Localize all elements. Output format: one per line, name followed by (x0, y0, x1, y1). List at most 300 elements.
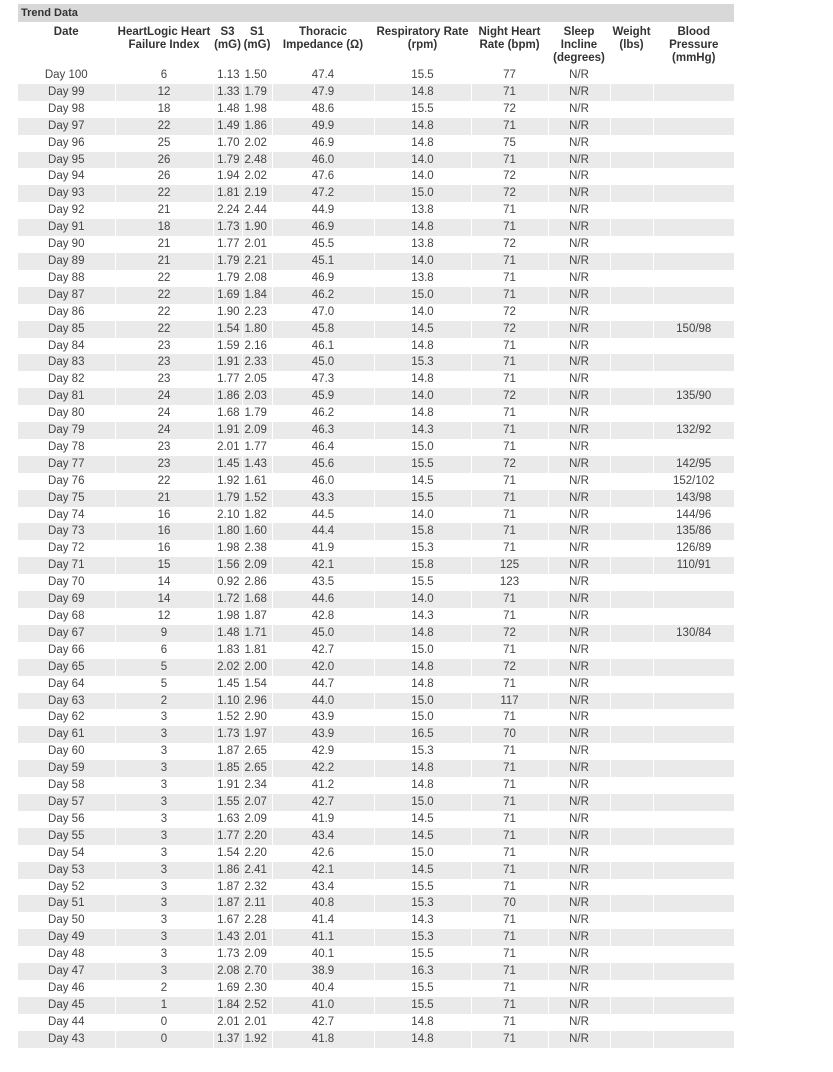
cell-hfi: 24 (115, 405, 213, 422)
cell-nhr: 71 (471, 828, 548, 845)
cell-nhr: 72 (471, 101, 548, 118)
cell-s1: 1.77 (242, 439, 272, 456)
cell-nhr: 72 (471, 304, 548, 321)
cell-nhr: 71 (471, 253, 548, 270)
cell-hfi: 16 (115, 507, 213, 524)
cell-bp (653, 676, 734, 693)
cell-date: Day 91 (18, 219, 115, 236)
table-row (18, 777, 734, 794)
cell-bp (653, 135, 734, 152)
cell-s1: 1.79 (242, 84, 272, 101)
cell-date: Day 82 (48, 373, 85, 386)
cell-date: Day 47 (18, 963, 115, 980)
cell-nhr: 71 (471, 507, 548, 524)
cell-s3: 1.87 (213, 895, 242, 912)
cell-weight (610, 794, 653, 811)
cell-bp: 143/98 (653, 490, 734, 507)
column-header-s1: S1 (mG) (242, 23, 272, 67)
cell-ti: 43.9 (272, 709, 374, 726)
cell-sleep: N/R (548, 574, 610, 591)
cell-sleep: N/R (548, 709, 610, 726)
cell-nhr: 71 (471, 946, 548, 963)
cell-date: Day 81 (18, 388, 115, 405)
cell-s1: 2.01 (242, 929, 272, 946)
table-row (18, 980, 734, 997)
cell-sleep: N/R (548, 946, 610, 963)
cell-weight (610, 338, 653, 355)
cell-bp (653, 608, 734, 625)
cell-s3: 1.63 (213, 811, 242, 828)
cell-weight (610, 879, 653, 896)
cell-ti: 44.0 (272, 693, 374, 710)
cell-rr: 15.8 (374, 557, 471, 574)
cell-date: Day 90 (48, 238, 85, 251)
cell-ti: 42.0 (272, 659, 374, 676)
cell-bp: 130/84 (653, 625, 734, 642)
cell-sleep: N/R (548, 304, 610, 321)
cell-hfi: 22 (115, 287, 213, 304)
cell-ti: 46.1 (272, 338, 374, 355)
cell-s1: 2.01 (242, 1014, 272, 1031)
cell-nhr: 77 (471, 67, 548, 84)
cell-ti: 42.7 (272, 642, 374, 659)
cell-date: Day 84 (48, 339, 85, 352)
header-row (18, 23, 734, 67)
cell-date: Day 53 (18, 862, 115, 879)
cell-date: Day 92 (48, 204, 85, 217)
cell-bp (653, 185, 734, 202)
cell-bp (653, 828, 734, 845)
cell-bp: 132/92 (653, 422, 734, 439)
cell-weight (610, 202, 653, 219)
cell-sleep: N/R (548, 760, 610, 777)
cell-ti: 42.7 (272, 1014, 374, 1031)
cell-s3: 1.79 (213, 270, 242, 287)
cell-nhr: 71 (471, 540, 548, 557)
table-row (18, 726, 734, 743)
cell-s3: 1.69 (213, 287, 242, 304)
cell-sleep: N/R (548, 135, 610, 152)
cell-weight (610, 354, 653, 371)
cell-sleep: N/R (548, 523, 610, 540)
cell-ti: 46.4 (272, 439, 374, 456)
cell-s3: 1.49 (213, 118, 242, 135)
cell-hfi: 21 (115, 236, 213, 253)
cell-sleep: N/R (548, 287, 610, 304)
cell-s1: 2.09 (242, 811, 272, 828)
cell-nhr: 71 (471, 912, 548, 929)
cell-s3: 1.70 (213, 135, 242, 152)
cell-date: Day 93 (18, 185, 115, 202)
cell-bp (653, 591, 734, 608)
cell-ti: 42.1 (272, 557, 374, 574)
cell-s1: 2.70 (242, 963, 272, 980)
cell-sleep: N/R (548, 185, 610, 202)
cell-rr: 14.8 (374, 676, 471, 693)
cell-s3: 1.48 (213, 625, 242, 642)
cell-bp (653, 101, 734, 118)
cell-hfi: 0 (115, 1014, 213, 1031)
cell-weight (610, 371, 653, 388)
cell-rr: 15.3 (374, 895, 471, 912)
cell-date: Day 48 (48, 948, 85, 961)
cell-weight (610, 912, 653, 929)
cell-date: Day 96 (48, 136, 85, 149)
cell-weight (610, 405, 653, 422)
cell-nhr: 71 (471, 743, 548, 760)
cell-s3: 1.45 (213, 676, 242, 693)
cell-ti: 47.0 (272, 304, 374, 321)
cell-s1: 2.38 (242, 540, 272, 557)
cell-nhr: 71 (471, 523, 548, 540)
cell-date: Day 78 (48, 440, 85, 453)
cell-rr: 15.0 (374, 845, 471, 862)
cell-rr: 15.5 (374, 946, 471, 963)
table-row (18, 659, 734, 676)
table-row (18, 135, 734, 152)
cell-sleep: N/R (548, 321, 610, 338)
cell-bp: 144/96 (653, 507, 734, 524)
cell-nhr: 72 (471, 185, 548, 202)
cell-sleep: N/R (548, 608, 610, 625)
cell-bp: 142/95 (653, 456, 734, 473)
cell-nhr: 71 (471, 338, 548, 355)
cell-ti: 45.5 (272, 236, 374, 253)
cell-weight (610, 946, 653, 963)
cell-date: Day 71 (18, 557, 115, 574)
cell-bp (653, 709, 734, 726)
cell-s1: 2.34 (242, 777, 272, 794)
cell-nhr: 71 (471, 405, 548, 422)
table-row (18, 456, 734, 473)
cell-hfi: 16 (115, 540, 213, 557)
cell-ti: 42.8 (272, 608, 374, 625)
cell-ti: 41.9 (272, 540, 374, 557)
cell-ti: 44.7 (272, 676, 374, 693)
cell-s1: 2.32 (242, 879, 272, 896)
cell-s1: 2.09 (242, 422, 272, 439)
cell-weight (610, 574, 653, 591)
cell-nhr: 71 (471, 354, 548, 371)
table-row (18, 67, 734, 84)
cell-rr: 14.5 (374, 828, 471, 845)
cell-weight (610, 540, 653, 557)
cell-weight (610, 439, 653, 456)
cell-hfi: 6 (115, 67, 213, 84)
cell-nhr: 72 (471, 625, 548, 642)
cell-weight (610, 219, 653, 236)
cell-date: Day 59 (18, 760, 115, 777)
cell-s3: 1.86 (213, 388, 242, 405)
cell-hfi: 23 (115, 354, 213, 371)
cell-date: Day 87 (18, 287, 115, 304)
cell-s1: 2.00 (242, 659, 272, 676)
cell-s3: 1.77 (213, 828, 242, 845)
table-row (18, 473, 734, 490)
cell-bp (653, 963, 734, 980)
cell-rr: 14.5 (374, 862, 471, 879)
cell-rr: 14.0 (374, 304, 471, 321)
cell-nhr: 71 (471, 219, 548, 236)
cell-ti: 41.0 (272, 997, 374, 1014)
cell-s1: 1.60 (242, 523, 272, 540)
cell-nhr: 71 (471, 490, 548, 507)
cell-s1: 1.79 (242, 405, 272, 422)
cell-sleep: N/R (548, 118, 610, 135)
cell-bp (653, 997, 734, 1014)
cell-rr: 14.8 (374, 135, 471, 152)
cell-hfi: 3 (115, 862, 213, 879)
cell-s1: 2.02 (242, 135, 272, 152)
table-row (18, 540, 734, 557)
cell-weight (610, 557, 653, 574)
cell-date: Day 83 (18, 354, 115, 371)
cell-rr: 15.5 (374, 980, 471, 997)
cell-nhr: 71 (471, 287, 548, 304)
cell-s3: 1.83 (213, 642, 242, 659)
cell-rr: 14.8 (374, 118, 471, 135)
cell-s1: 2.19 (242, 185, 272, 202)
column-header-sleep: Sleep Incline (degrees) (548, 23, 610, 67)
cell-bp: 110/91 (653, 557, 734, 574)
cell-s3: 1.79 (213, 253, 242, 270)
cell-rr: 14.0 (374, 507, 471, 524)
cell-rr: 15.5 (374, 997, 471, 1014)
cell-hfi: 3 (115, 929, 213, 946)
cell-ti: 47.3 (272, 371, 374, 388)
table-row (18, 168, 734, 185)
cell-date: Day 79 (18, 422, 115, 439)
cell-date: Day 99 (18, 84, 115, 101)
cell-nhr: 71 (471, 642, 548, 659)
cell-s3: 1.54 (213, 845, 242, 862)
cell-rr: 13.8 (374, 270, 471, 287)
cell-sleep: N/R (548, 101, 610, 118)
cell-s3: 1.87 (213, 743, 242, 760)
column-header-rr: Respiratory Rate (rpm) (374, 23, 471, 67)
cell-weight (610, 118, 653, 135)
cell-bp (653, 912, 734, 929)
cell-s3: 1.72 (213, 591, 242, 608)
cell-hfi: 21 (115, 490, 213, 507)
cell-s1: 2.23 (242, 304, 272, 321)
cell-weight (610, 659, 653, 676)
cell-sleep: N/R (548, 540, 610, 557)
cell-sleep: N/R (548, 338, 610, 355)
table-row (18, 963, 734, 980)
cell-ti: 47.2 (272, 185, 374, 202)
cell-bp (653, 84, 734, 101)
cell-nhr: 71 (471, 963, 548, 980)
table-row (18, 118, 734, 135)
table-row (18, 219, 734, 236)
cell-weight (610, 321, 653, 338)
cell-ti: 47.4 (272, 67, 374, 84)
cell-ti: 43.5 (272, 574, 374, 591)
cell-weight (610, 507, 653, 524)
table-row (18, 997, 734, 1014)
cell-s3: 2.24 (213, 202, 242, 219)
cell-ti: 42.1 (272, 862, 374, 879)
cell-weight (610, 845, 653, 862)
cell-s3: 1.90 (213, 304, 242, 321)
table-row (18, 845, 734, 862)
cell-ti: 43.4 (272, 879, 374, 896)
cell-hfi: 26 (115, 152, 213, 169)
cell-bp: 135/86 (653, 523, 734, 540)
cell-weight (610, 473, 653, 490)
cell-bp (653, 439, 734, 456)
cell-s1: 2.41 (242, 862, 272, 879)
cell-hfi: 3 (115, 794, 213, 811)
cell-s1: 2.48 (242, 152, 272, 169)
column-header-s3: S3 (mG) (213, 23, 242, 67)
cell-s3: 1.37 (213, 1031, 242, 1048)
cell-sleep: N/R (548, 490, 610, 507)
table-row (18, 523, 734, 540)
cell-rr: 15.3 (374, 743, 471, 760)
cell-sleep: N/R (548, 895, 610, 912)
table-row (18, 608, 734, 625)
cell-s1: 2.28 (242, 912, 272, 929)
cell-s3: 1.77 (213, 371, 242, 388)
cell-weight (610, 152, 653, 169)
cell-weight (610, 168, 653, 185)
cell-s3: 1.56 (213, 557, 242, 574)
cell-weight (610, 862, 653, 879)
cell-s1: 1.52 (242, 490, 272, 507)
cell-nhr: 71 (471, 118, 548, 135)
cell-s1: 2.86 (242, 574, 272, 591)
cell-bp (653, 574, 734, 591)
cell-date: Day 64 (48, 677, 85, 690)
table-row (18, 557, 734, 574)
cell-s1: 1.80 (242, 321, 272, 338)
cell-s3: 2.08 (213, 963, 242, 980)
cell-s3: 0.92 (213, 574, 242, 591)
cell-s1: 2.44 (242, 202, 272, 219)
cell-s3: 2.02 (213, 659, 242, 676)
cell-hfi: 3 (115, 828, 213, 845)
cell-date: Day 56 (48, 812, 85, 825)
cell-bp (653, 726, 734, 743)
cell-weight (610, 270, 653, 287)
column-header-hfi: HeartLogic Heart Failure Index (115, 23, 213, 67)
cell-s3: 1.73 (213, 946, 242, 963)
table-row (18, 862, 734, 879)
cell-hfi: 26 (115, 168, 213, 185)
cell-rr: 15.5 (374, 574, 471, 591)
cell-bp (653, 929, 734, 946)
cell-s1: 2.01 (242, 236, 272, 253)
cell-rr: 14.3 (374, 608, 471, 625)
cell-s3: 1.59 (213, 338, 242, 355)
cell-hfi: 3 (115, 760, 213, 777)
cell-s3: 1.33 (213, 84, 242, 101)
table-row (18, 574, 734, 591)
cell-rr: 14.8 (374, 371, 471, 388)
cell-rr: 14.0 (374, 168, 471, 185)
cell-bp (653, 862, 734, 879)
cell-weight (610, 963, 653, 980)
cell-weight (610, 828, 653, 845)
cell-ti: 46.0 (272, 473, 374, 490)
cell-nhr: 71 (471, 608, 548, 625)
cell-bp (653, 1014, 734, 1031)
cell-sleep: N/R (548, 693, 610, 710)
cell-s1: 2.21 (242, 253, 272, 270)
cell-hfi: 5 (115, 659, 213, 676)
column-header-weight: Weight (lbs) (610, 23, 653, 67)
cell-rr: 14.3 (374, 912, 471, 929)
cell-rr: 16.3 (374, 963, 471, 980)
cell-sleep: N/R (548, 439, 610, 456)
cell-rr: 14.8 (374, 1014, 471, 1031)
cell-weight (610, 591, 653, 608)
cell-rr: 14.5 (374, 473, 471, 490)
cell-sleep: N/R (548, 777, 610, 794)
cell-sleep: N/R (548, 236, 610, 253)
cell-date: Day 55 (18, 828, 115, 845)
table-row (18, 794, 734, 811)
cell-hfi: 1 (115, 997, 213, 1014)
cell-hfi: 3 (115, 963, 213, 980)
cell-sleep: N/R (548, 456, 610, 473)
cell-s1: 1.90 (242, 219, 272, 236)
cell-sleep: N/R (548, 625, 610, 642)
cell-bp: 150/98 (653, 321, 734, 338)
cell-rr: 14.5 (374, 811, 471, 828)
cell-date: Day 85 (18, 321, 115, 338)
cell-rr: 14.0 (374, 591, 471, 608)
table-row (18, 490, 734, 507)
table-row (18, 253, 734, 270)
cell-rr: 15.0 (374, 185, 471, 202)
cell-sleep: N/R (548, 743, 610, 760)
table-row (18, 946, 734, 963)
cell-hfi: 2 (115, 693, 213, 710)
cell-ti: 43.3 (272, 490, 374, 507)
cell-sleep: N/R (548, 270, 610, 287)
cell-date: Day 58 (48, 779, 85, 792)
cell-weight (610, 1031, 653, 1048)
cell-ti: 45.6 (272, 456, 374, 473)
table-row (18, 354, 734, 371)
cell-weight (610, 743, 653, 760)
cell-nhr: 71 (471, 439, 548, 456)
cell-rr: 16.5 (374, 726, 471, 743)
cell-weight (610, 523, 653, 540)
table-body (18, 67, 734, 1048)
cell-s3: 1.91 (213, 777, 242, 794)
cell-s3: 1.91 (213, 354, 242, 371)
cell-nhr: 71 (471, 473, 548, 490)
cell-bp (653, 980, 734, 997)
cell-nhr: 70 (471, 895, 548, 912)
cell-bp (653, 219, 734, 236)
cell-ti: 44.6 (272, 591, 374, 608)
cell-hfi: 3 (115, 912, 213, 929)
cell-sleep: N/R (548, 929, 610, 946)
table-row (18, 236, 734, 253)
cell-bp (653, 693, 734, 710)
cell-nhr: 71 (471, 1031, 548, 1048)
cell-s1: 2.11 (242, 895, 272, 912)
table-row (18, 828, 734, 845)
cell-date: Day 69 (18, 591, 115, 608)
cell-weight (610, 388, 653, 405)
cell-hfi: 3 (115, 895, 213, 912)
